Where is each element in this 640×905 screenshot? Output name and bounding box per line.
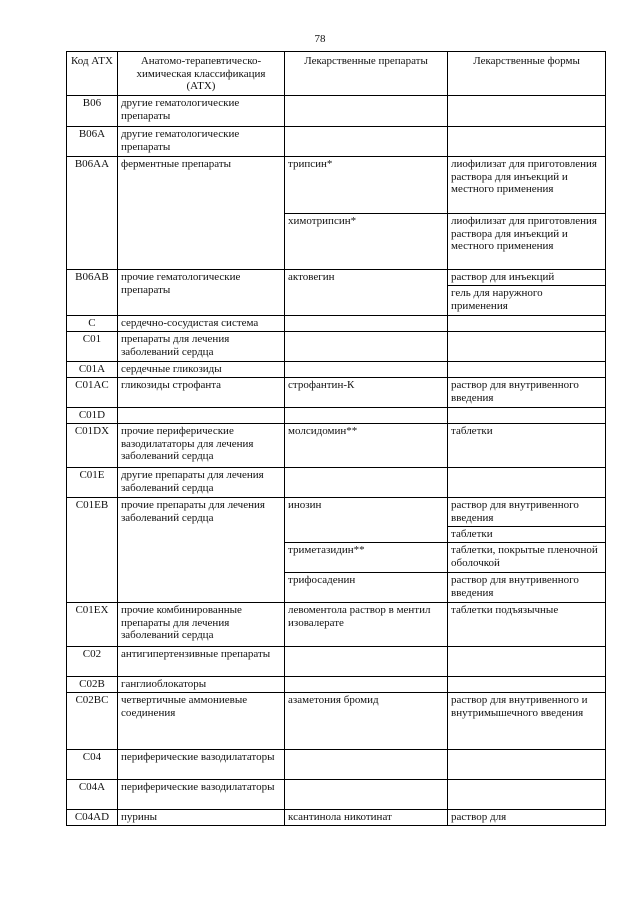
table-row xyxy=(67,424,606,468)
table-row xyxy=(67,270,606,286)
table-row xyxy=(67,693,606,750)
atx-code: C01EX xyxy=(67,603,118,647)
header-classification: Анатомо-терапевтическо-химическая классификация (АТХ) xyxy=(117,52,284,96)
form-cell: раствор для инъекций xyxy=(448,270,606,286)
atx-class: другие гематологические препараты xyxy=(117,127,284,157)
form-cell xyxy=(448,750,606,780)
atx-class: сердечные гликозиды xyxy=(117,362,284,378)
form-cell: таблетки xyxy=(448,527,606,543)
drug-cell: трифосаденин xyxy=(285,573,448,603)
atx-code: B06A xyxy=(67,127,118,157)
atx-class: препараты для лечения заболеваний сердца xyxy=(117,332,284,362)
atx-code: C02 xyxy=(67,647,118,677)
table-row xyxy=(67,332,606,362)
form-cell xyxy=(448,780,606,810)
table-row xyxy=(67,157,606,214)
drug-cell: азаметония бромид xyxy=(285,693,448,750)
atx-class: другие гематологические препараты xyxy=(117,96,284,127)
drug-cell xyxy=(285,127,448,157)
table-row xyxy=(67,750,606,780)
form-cell xyxy=(448,316,606,332)
atx-code: C01E xyxy=(67,468,118,498)
atx-code: C01EB xyxy=(67,498,118,603)
atx-code: B06 xyxy=(67,96,118,127)
table-row xyxy=(67,96,606,127)
table-row xyxy=(67,316,606,332)
drug-cell xyxy=(285,750,448,780)
atx-code: C01DX xyxy=(67,424,118,468)
atx-code: C04A xyxy=(67,780,118,810)
drug-cell: триметазидин** xyxy=(285,543,448,573)
form-cell xyxy=(448,468,606,498)
atx-code: C01AC xyxy=(67,378,118,408)
atx-class: четвертичные аммониевые соединения xyxy=(117,693,284,750)
drug-cell xyxy=(285,677,448,693)
table-row xyxy=(67,810,606,826)
atx-class: прочие гематологические препараты xyxy=(117,270,284,316)
drug-cell xyxy=(285,468,448,498)
atx-class: прочие периферические вазодилататоры для лечения заболеваний сердца xyxy=(117,424,284,468)
form-cell: гель для наружного применения xyxy=(448,286,606,316)
atx-code: C04 xyxy=(67,750,118,780)
atx-code: C02BC xyxy=(67,693,118,750)
atx-class: пурины xyxy=(117,810,284,826)
table-row xyxy=(67,127,606,157)
table-row xyxy=(67,780,606,810)
atx-code: C01 xyxy=(67,332,118,362)
atx-code: C01D xyxy=(67,408,118,424)
drug-cell xyxy=(285,362,448,378)
atx-code: C02B xyxy=(67,677,118,693)
drug-cell: строфантин-К xyxy=(285,378,448,408)
atx-class: ферментные препараты xyxy=(117,157,284,270)
drug-cell: трипсин* xyxy=(285,157,448,214)
atx-class: сердечно-сосудистая система xyxy=(117,316,284,332)
form-cell: таблетки xyxy=(448,424,606,468)
drug-cell: молсидомин** xyxy=(285,424,448,468)
drug-cell xyxy=(285,96,448,127)
drug-cell xyxy=(285,332,448,362)
atx-class: гликозиды строфанта xyxy=(117,378,284,408)
form-cell xyxy=(448,332,606,362)
table-row xyxy=(67,408,606,424)
form-cell: раствор для xyxy=(448,810,606,826)
atx-class: периферические вазодилататоры xyxy=(117,780,284,810)
drug-cell: химотрипсин* xyxy=(285,214,448,270)
form-cell xyxy=(448,362,606,378)
header-forms: Лекарственные формы xyxy=(448,52,606,96)
atx-code: B06AB xyxy=(67,270,118,316)
form-cell xyxy=(448,127,606,157)
atx-class: ганглиоблокаторы xyxy=(117,677,284,693)
form-cell: раствор для внутривенного введения xyxy=(448,498,606,527)
table-row xyxy=(67,498,606,527)
table-row xyxy=(67,362,606,378)
header-drugs: Лекарственные препараты xyxy=(285,52,448,96)
drug-cell xyxy=(285,408,448,424)
table-row xyxy=(67,378,606,408)
page-number: 78 xyxy=(314,33,326,45)
drug-cell: актовегин xyxy=(285,270,448,316)
form-cell xyxy=(448,408,606,424)
atx-class: периферические вазодилататоры xyxy=(117,750,284,780)
atx-class: антигипертензивные препараты xyxy=(117,647,284,677)
form-cell xyxy=(448,677,606,693)
atx-code: B06AA xyxy=(67,157,118,270)
table-row xyxy=(67,647,606,677)
form-cell: раствор для внутривенного введения xyxy=(448,573,606,603)
drug-cell: левоментола раствор в ментил изовалерате xyxy=(285,603,448,647)
drug-cell: ксантинола никотинат xyxy=(285,810,448,826)
form-cell: таблетки подъязычные xyxy=(448,603,606,647)
atx-class: прочие комбинированные препараты для лечения заболеваний сердца xyxy=(117,603,284,647)
atx-class: другие препараты для лечения заболеваний сердца xyxy=(117,468,284,498)
atx-code: C xyxy=(67,316,118,332)
atx-class xyxy=(117,408,284,424)
form-cell xyxy=(448,96,606,127)
form-cell: лиофилизат для приготовления раствора для инъекций и местного применения xyxy=(448,214,606,270)
drug-cell xyxy=(285,316,448,332)
form-cell: лиофилизат для приготовления раствора для инъекций и местного применения xyxy=(448,157,606,214)
form-cell: раствор для внутривенного введения xyxy=(448,378,606,408)
table-row xyxy=(67,468,606,498)
table-row xyxy=(67,677,606,693)
atx-table xyxy=(66,51,606,826)
form-cell: раствор для внутривенного и внутримышечного введения xyxy=(448,693,606,750)
atx-code: C01A xyxy=(67,362,118,378)
drug-cell: инозин xyxy=(285,498,448,543)
table-row xyxy=(67,603,606,647)
form-cell xyxy=(448,647,606,677)
atx-class: прочие препараты для лечения заболеваний сердца xyxy=(117,498,284,603)
table-header-row xyxy=(67,52,606,96)
drug-cell xyxy=(285,780,448,810)
atx-code: C04AD xyxy=(67,810,118,826)
form-cell: таблетки, покрытые пленочной оболочкой xyxy=(448,543,606,573)
header-code: Код АТХ xyxy=(67,52,118,96)
drug-cell xyxy=(285,647,448,677)
